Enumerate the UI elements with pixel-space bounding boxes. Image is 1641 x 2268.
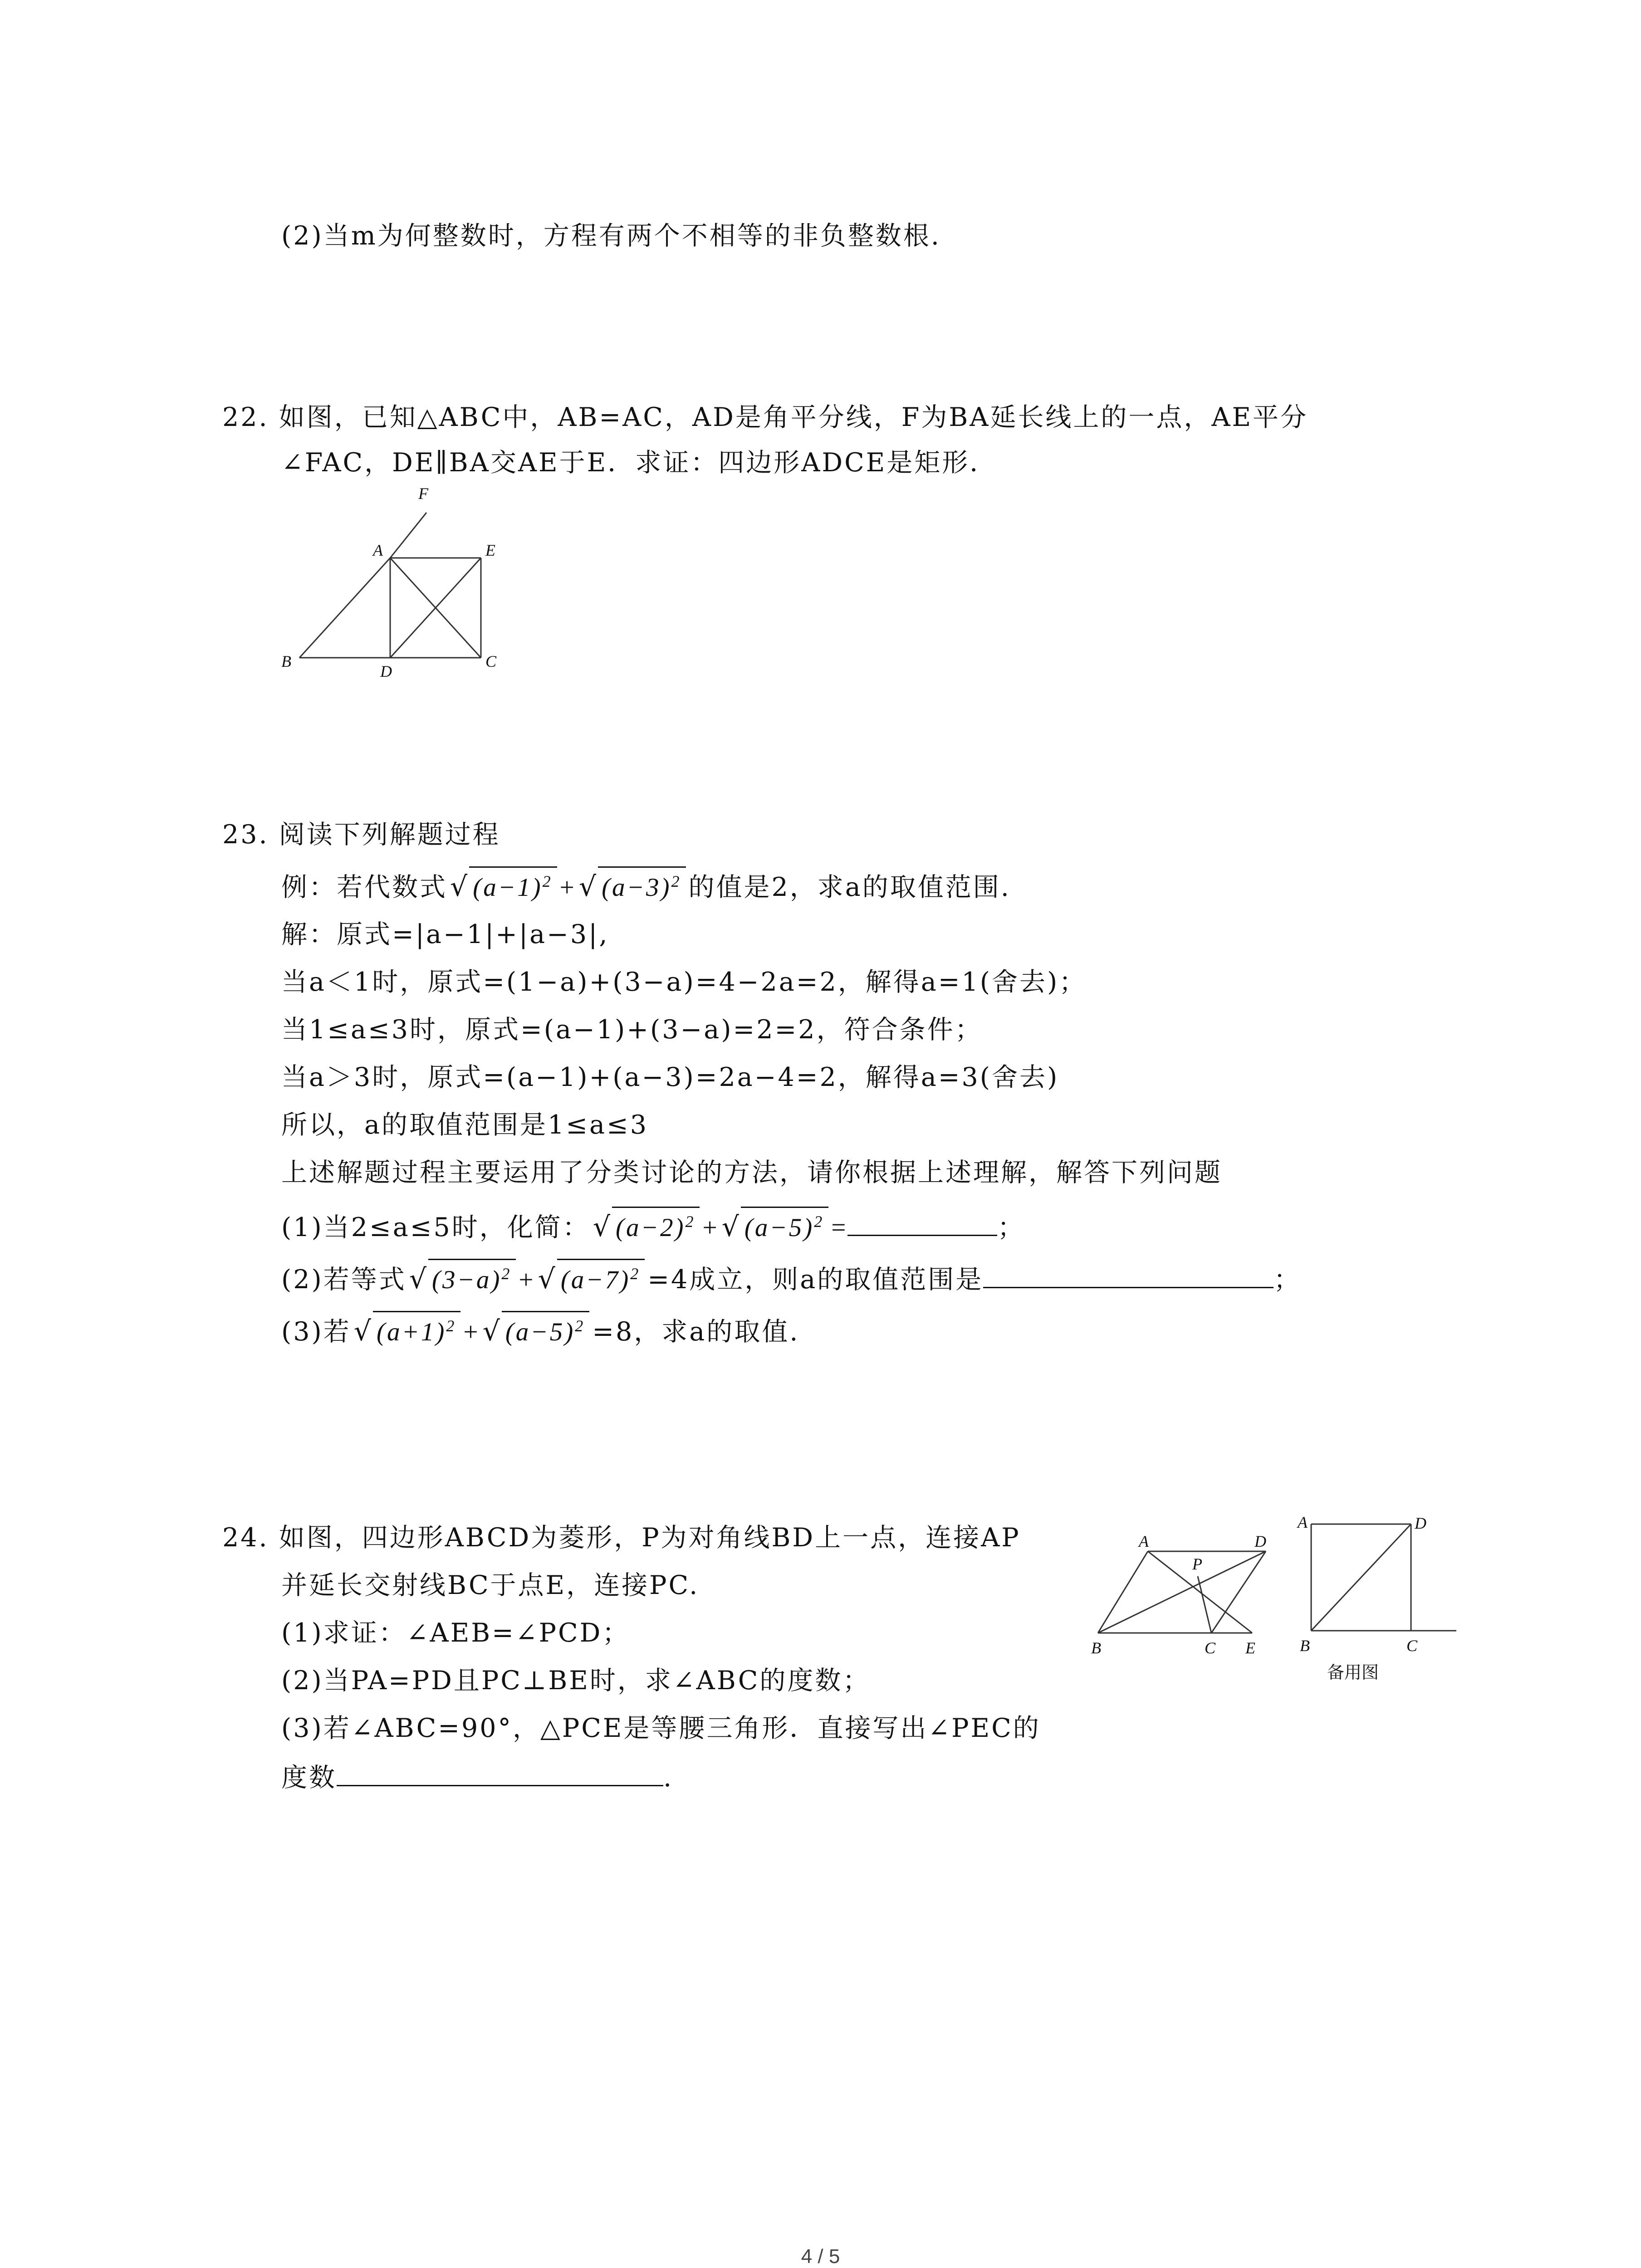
label-A: A [1298, 1515, 1308, 1531]
q23-intro: 上述解题过程主要运用了分类讨论的方法，请你根据上述理解，解答下列问题 [281, 1158, 1222, 1188]
q23-part2: (2)若等式 √ $(3-a)^2$ + √ $(a-7)^2 =4$成立，则a的取值范围是 ； [281, 1259, 1301, 1298]
answer-blank[interactable] [983, 1260, 1274, 1288]
q24-square-figure [1293, 1515, 1461, 1687]
q22-figure [272, 481, 508, 680]
q24-part3: (3)若∠ABC=90°，△PCE是等腰三角形．直接写出∠PEC的 [281, 1713, 1041, 1743]
label-A: A [373, 541, 383, 559]
q23-title: 23. 阅读下列解题过程 [222, 820, 500, 850]
label-E: E [1245, 1639, 1255, 1657]
sqrt-expression: √ $(a-5)^2$ [722, 1207, 829, 1246]
q23-part1: (1)当2≤a≤5时，化简： √ $(a-2)^2$ + √ $(a-5)^2$ = ； [281, 1207, 1025, 1246]
label-D: D [1415, 1515, 1426, 1532]
label-B: B [281, 652, 291, 670]
q24-part2: (2)当PA=PD且PC⊥BE时，求∠ABC的度数； [281, 1666, 871, 1696]
q21-part2: (2)当m为何整数时，方程有两个不相等的非负整数根. [281, 221, 941, 251]
sqrt-expression: √ $(a-3)^2$ [579, 866, 686, 906]
q23-part3: (3)若 √ $(a+1)^2$ + √ $(a-5)^2 =8$，求a的取值. [281, 1311, 799, 1350]
q24-part1: (1)求证：∠AEB=∠PCD； [281, 1618, 630, 1648]
label-C: C [485, 652, 497, 670]
sqrt-expression: √ $(a-2)^2$ [593, 1207, 700, 1246]
label-D: D [380, 662, 392, 680]
label-A: A [1139, 1532, 1149, 1550]
label-D: D [1254, 1532, 1266, 1550]
q23-example: 例：若代数式 √ $(a-1)^2$ + √ $(a-3)^2$ 的值是2，求a的取值范围. [281, 866, 1011, 906]
q23-example-pre: 例：若代数式 [281, 872, 447, 902]
q23-case1: 当a＜1时，原式=(1−a)+(3−a)=4−2a=2，解得a=1(舍去)； [281, 967, 1087, 997]
q22-line1: 22. 如图，已知△ABC中，AB=AC，AD是角平分线，F为BA延长线上的一点，AE平分 [222, 402, 1308, 432]
q23-conclusion: 所以，a的取值范围是1≤a≤3 [281, 1110, 649, 1140]
sqrt-expression: √ $(3-a)^2$ [409, 1259, 516, 1298]
label-B: B [1091, 1639, 1101, 1657]
q24-line2: 并延长交射线BC于点E，连接PC. [281, 1570, 700, 1600]
answer-blank[interactable] [337, 1758, 663, 1786]
label-B: B [1300, 1637, 1310, 1655]
spare-figure-caption: 备用图 [1327, 1662, 1379, 1682]
sqrt-expression: √ $(a+1)^2$ [354, 1311, 461, 1350]
q23-solution: 解：原式=|a−1|+|a−3|, [281, 919, 609, 949]
q22-line2: ∠FAC，DE∥BA交AE于E．求证：四边形ADCE是矩形． [281, 448, 998, 478]
label-C: C [1406, 1637, 1418, 1655]
q23-example-post: 的值是2，求a的取值范围. [688, 872, 1011, 902]
sqrt-expression: √ $(a-5)^2$ [483, 1311, 590, 1350]
sqrt-expression: √ $(a-7)^2$ [538, 1259, 645, 1298]
sqrt-expression: √ $(a-1)^2$ [450, 866, 557, 906]
q23-case2: 当1≤a≤3时，原式=(a−1)+(3−a)=2=2，符合条件； [281, 1015, 983, 1045]
q24-rhombus-figure [1089, 1524, 1270, 1660]
label-P: P [1192, 1555, 1202, 1573]
label-C: C [1205, 1639, 1216, 1657]
q23-case3: 当a＞3时，原式=(a−1)+(a−3)=2a−4=2，解得a=3(舍去) [281, 1062, 1059, 1092]
q24-line1: 24. 如图，四边形ABCD为菱形，P为对角线BD上一点，连接AP [222, 1523, 1021, 1553]
q24-part3b: 度数 . [281, 1758, 673, 1796]
label-F: F [418, 484, 428, 503]
answer-blank[interactable] [847, 1207, 997, 1236]
page-number: 4 / 5 [801, 2245, 840, 2268]
label-E: E [485, 541, 495, 559]
